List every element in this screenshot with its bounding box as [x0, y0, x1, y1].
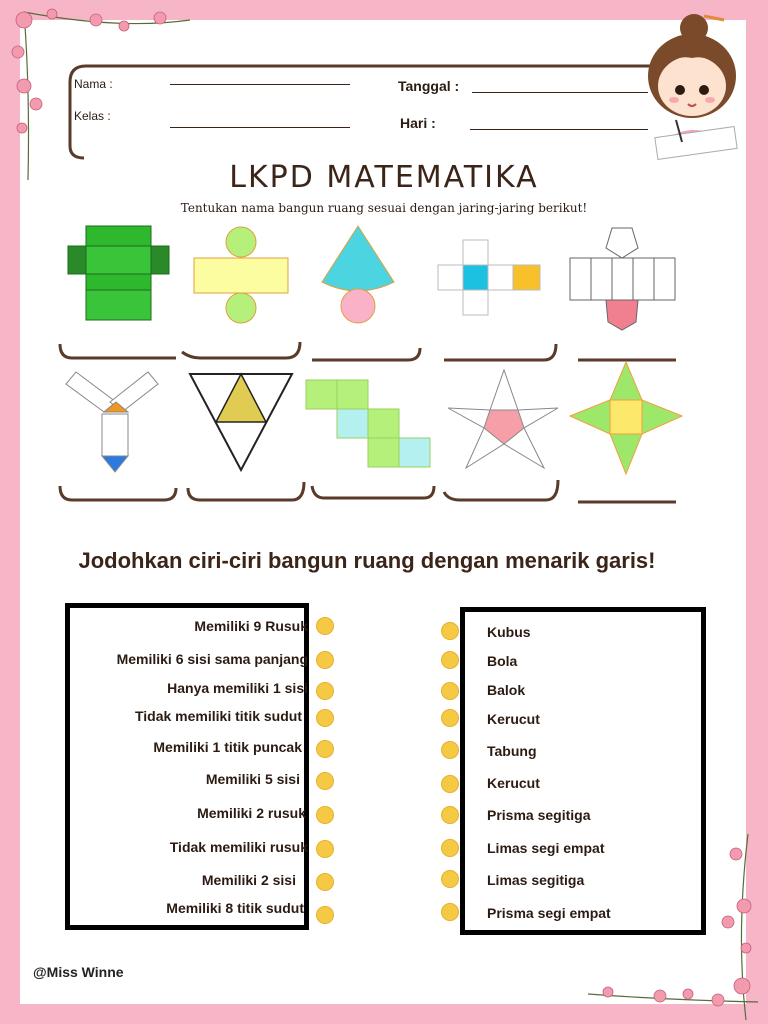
- left-dot-5[interactable]: [316, 740, 334, 758]
- hari-label: Hari :: [400, 115, 436, 131]
- right-dot-6[interactable]: [441, 775, 459, 793]
- left-dot-3[interactable]: [316, 682, 334, 700]
- right-dot-10[interactable]: [441, 903, 459, 921]
- right-shapes-box: [460, 607, 706, 935]
- kelas-label: Kelas :: [74, 109, 111, 123]
- right-dot-1[interactable]: [441, 622, 459, 640]
- right-dot-2[interactable]: [441, 651, 459, 669]
- nama-label: Nama :: [74, 77, 113, 91]
- right-dot-3[interactable]: [441, 682, 459, 700]
- net-kerucut: [320, 224, 400, 324]
- net-limas-segitiga: [188, 372, 298, 472]
- tanggal-label: Tanggal :: [398, 78, 460, 94]
- left-dot-10[interactable]: [316, 906, 334, 924]
- net-prisma-segilima: [568, 226, 678, 336]
- hari-field[interactable]: [470, 129, 648, 130]
- right-item-1: Kubus: [487, 624, 531, 640]
- left-dot-2[interactable]: [316, 651, 334, 669]
- left-criteria-box: [65, 603, 309, 930]
- right-item-7: Prisma segitiga: [487, 807, 591, 823]
- left-item-10: Memiliki 8 titik sudut: [166, 900, 304, 916]
- right-item-5: Tabung: [487, 743, 537, 759]
- left-item-1: Memiliki 9 Rusuk: [194, 618, 308, 634]
- right-item-2: Bola: [487, 653, 518, 669]
- right-item-3: Balok: [487, 682, 526, 698]
- right-item-6: Kerucut: [487, 775, 540, 791]
- net-kubus-zigzag: [304, 378, 434, 478]
- net-balok: [66, 224, 176, 324]
- left-dot-1[interactable]: [316, 617, 334, 635]
- net-kubus: [436, 238, 546, 318]
- left-item-7: Memiliki 2 rusuk: [197, 805, 306, 821]
- instruction-nets: Tentukan nama bangun ruang sesuai dengan jaring-jaring berikut!: [180, 201, 588, 215]
- right-dot-5[interactable]: [441, 741, 459, 759]
- left-item-8: Tidak memiliki rusuk: [169, 839, 308, 855]
- matching-instruction: Jodohkan ciri-ciri bangun ruang dengan menarik garis!: [78, 548, 656, 573]
- left-dot-6[interactable]: [316, 772, 334, 790]
- left-item-6: Memiliki 5 sisi: [205, 771, 300, 787]
- left-item-9: Memiliki 2 sisi: [201, 872, 296, 888]
- worksheet-title: LKPD MATEMATIKA: [229, 160, 539, 195]
- right-item-10: Prisma segi empat: [487, 905, 611, 921]
- tanggal-field[interactable]: [472, 92, 648, 93]
- right-dot-4[interactable]: [441, 709, 459, 727]
- net-prisma-segitiga: [62, 370, 172, 480]
- net-limas-segilima: [444, 366, 564, 476]
- right-dot-7[interactable]: [441, 806, 459, 824]
- left-dot-4[interactable]: [316, 709, 334, 727]
- answer-blanks-row2: [0, 476, 768, 516]
- left-dot-8[interactable]: [316, 840, 334, 858]
- left-item-2: Memiliki 6 sisi sama panjang: [116, 651, 308, 667]
- right-item-8: Limas segi empat: [487, 840, 605, 856]
- girl-illustration: [636, 8, 756, 158]
- left-dot-7[interactable]: [316, 806, 334, 824]
- left-item-4: Tidak memiliki titik sudut: [134, 708, 302, 724]
- left-dot-9[interactable]: [316, 873, 334, 891]
- author-credit: @Miss Winne: [33, 964, 124, 980]
- right-item-9: Limas segitiga: [487, 872, 585, 888]
- net-limas-segiempat: [566, 360, 686, 480]
- left-item-3: Hanya memiliki 1 sisi: [167, 680, 308, 696]
- net-tabung: [192, 226, 292, 326]
- right-dot-9[interactable]: [441, 870, 459, 888]
- left-item-5: Memiliki 1 titik puncak: [153, 739, 302, 755]
- right-dot-8[interactable]: [441, 839, 459, 857]
- right-item-4: Kerucut: [487, 711, 540, 727]
